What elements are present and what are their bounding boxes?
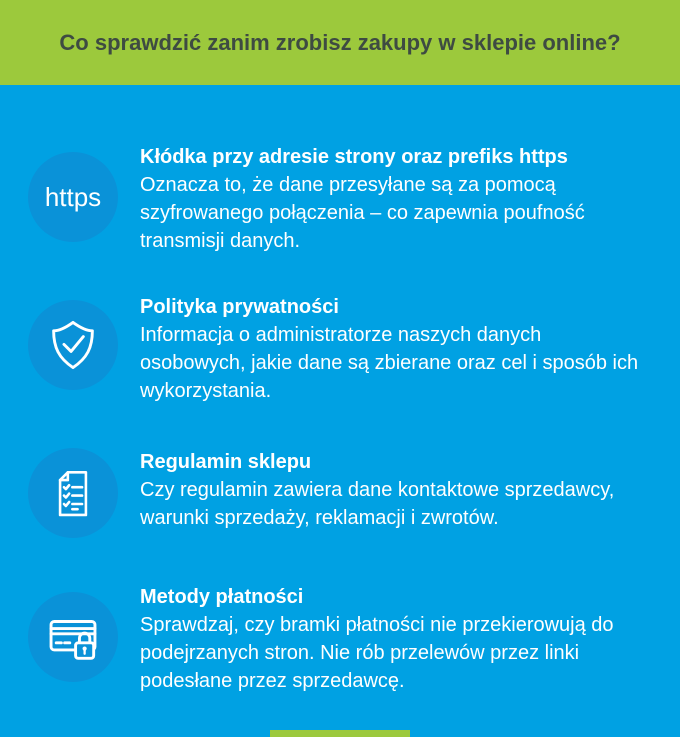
section-title: Kłódka przy adresie strony oraz prefiks https <box>140 146 568 168</box>
header-banner <box>0 0 680 85</box>
section-body: Informacja o administratorze naszych danych osobowych, jakie dane są zbierane oraz cel i sposób ich wykorzystania. <box>140 324 639 402</box>
section-payments-texts <box>140 583 652 695</box>
section-body: Oznacza to, że dane przesyłane są za pomocą szyfrowanego połączenia – co zapewnia poufność transmisji danych. <box>140 174 585 252</box>
page-title: Co sprawdzić zanim zrobisz zakupy w sklepie online? <box>59 29 621 55</box>
section-title: Polityka prywatności <box>140 296 339 318</box>
section-https-texts <box>140 143 652 255</box>
section-title: Regulamin sklepu <box>140 451 312 473</box>
https-badge-icon <box>28 152 118 242</box>
checklist-document-icon <box>28 448 118 538</box>
shield-check-icon <box>28 300 118 390</box>
https-label: https <box>44 181 102 212</box>
section-title: Metody płatności <box>140 586 304 608</box>
card-lock-icon <box>28 592 118 682</box>
footer-accent-bar <box>270 730 410 737</box>
section-body: Sprawdzaj, czy bramki płatności nie przekierowują do podejrzanych stron. Nie rób przelewów przez linki podesłane przez sprzedawcę. <box>140 614 614 692</box>
section-terms-texts <box>140 448 652 532</box>
section-privacy-texts <box>140 293 652 405</box>
section-body: Czy regulamin zawiera dane kontaktowe sprzedawcy, warunki sprzedaży, reklamacji i zwrotów. <box>140 479 615 529</box>
